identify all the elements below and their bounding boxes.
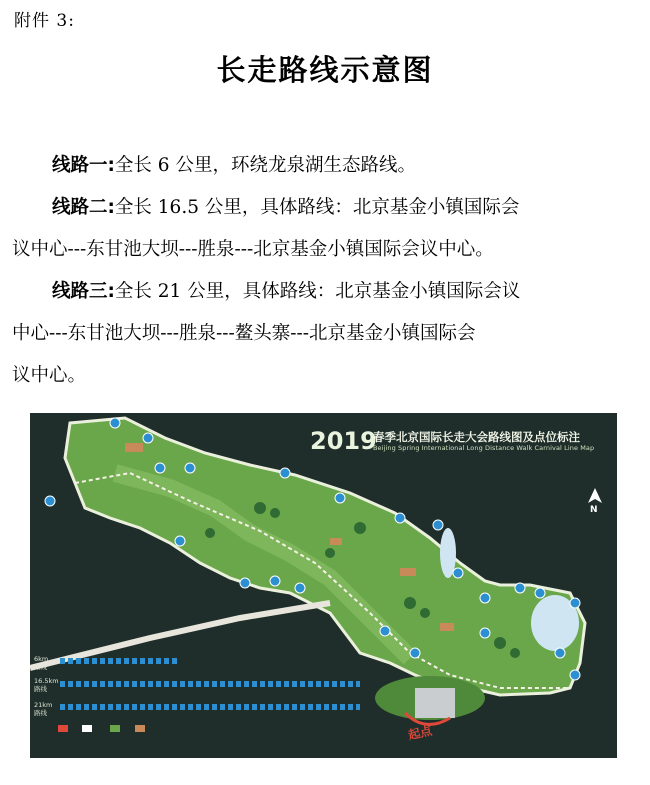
- start-stamp: 起点: [406, 723, 434, 743]
- compass-north-label: N: [590, 505, 598, 515]
- legend-label-16-5km: 16.5km 路线: [34, 677, 59, 693]
- route-2-label: 线路二:: [52, 197, 115, 218]
- route-3-line-2: 中心---东甘池大坝---胜泉---鳌头寨---北京基金小镇国际会: [12, 323, 476, 344]
- legend-label-6km: 6km 路线: [34, 655, 49, 671]
- map-year: 2019: [310, 427, 377, 455]
- route-2-line-2: 议中心---东甘池大坝---胜泉---北京基金小镇国际会议中心。: [12, 239, 494, 260]
- page-title: 长走路线示意图: [216, 53, 434, 87]
- route-2-line-1: 全长 16.5 公里，具体路线：北京基金小镇国际会: [114, 197, 520, 218]
- route-3-line-3: 议中心。: [12, 365, 87, 386]
- route-3-line-1: 全长 21 公里，具体路线：北京基金小镇国际会议: [114, 281, 521, 302]
- highway-road: [30, 603, 330, 668]
- compass-arrow: [588, 488, 602, 503]
- route-1-line-1: 全长 6 公里，环绕龙泉湖生态路线。: [114, 155, 416, 176]
- route-map-drawing: [30, 413, 617, 758]
- route-map-image: [30, 413, 617, 758]
- route-1-paragraph: [12, 145, 638, 187]
- map-title: 春季北京国际长走大会路线图及点位标注: [373, 430, 580, 444]
- route-3-paragraph: [12, 271, 638, 397]
- route-3-label: 线路三:: [52, 281, 115, 302]
- attachment-label: 附件 3:: [14, 11, 75, 31]
- map-subtitle: Beijing Spring International Long Distance Walk Carnival Line Map: [373, 444, 595, 452]
- route-1-label: 线路一:: [52, 155, 115, 176]
- distance-legend: [58, 661, 360, 732]
- legend-label-21km: 21km 路线: [34, 701, 53, 717]
- route-2-paragraph: [12, 187, 638, 271]
- terrain-shape: [65, 418, 585, 695]
- start-area: [375, 676, 485, 724]
